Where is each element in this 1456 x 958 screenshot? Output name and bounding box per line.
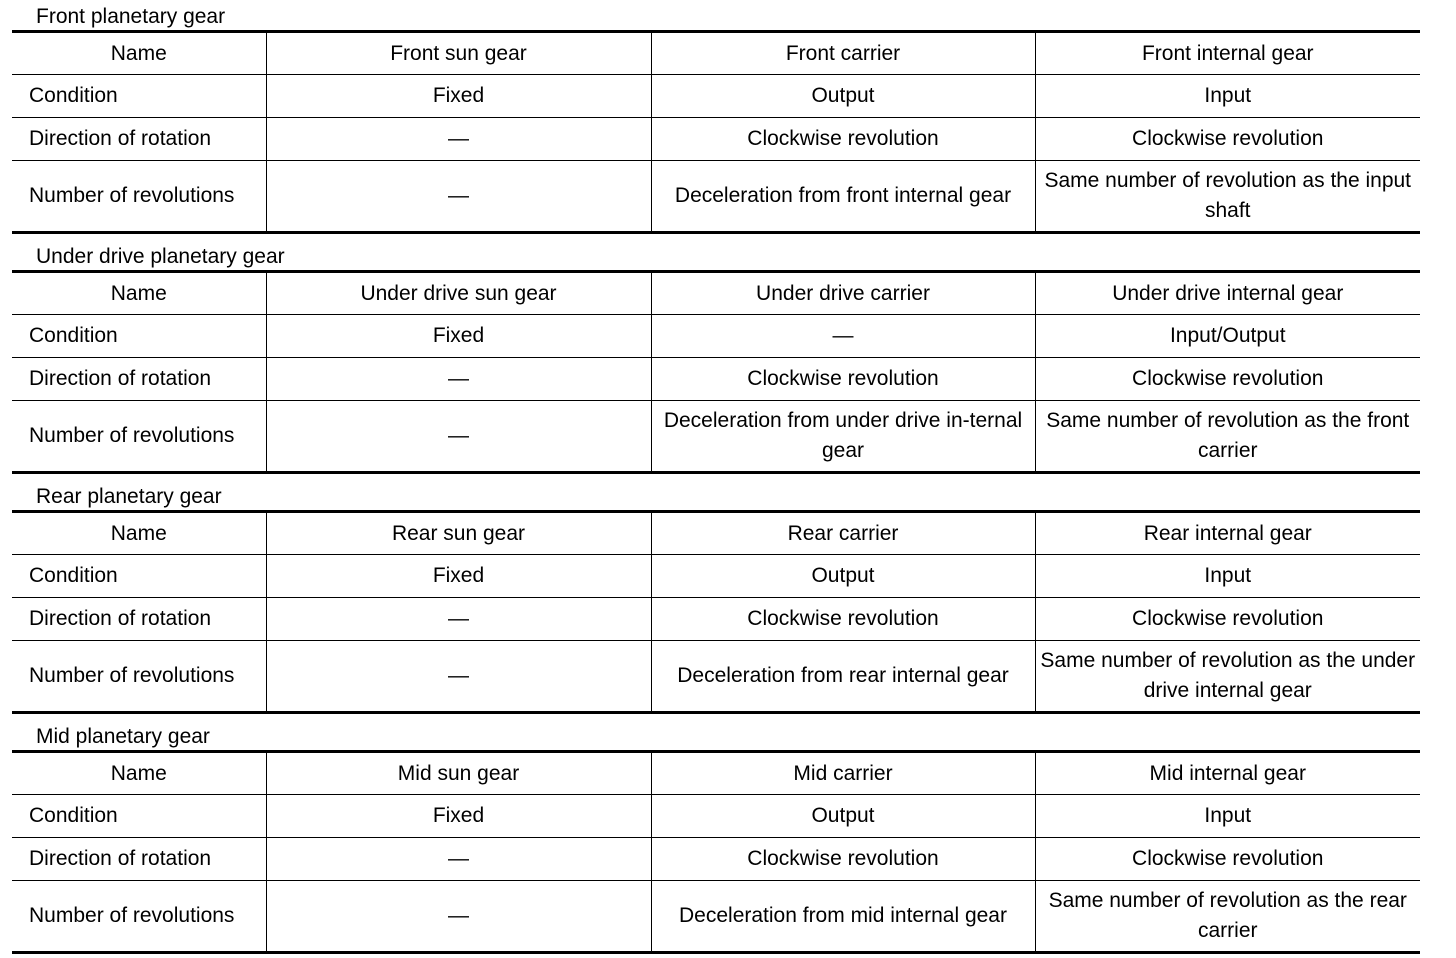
- section-title: Under drive planetary gear: [36, 245, 285, 268]
- header-cell: Under drive sun gear: [266, 272, 651, 315]
- table-cell: Deceleration from under drive in-ternal gear: [651, 401, 1035, 473]
- table-row: [12, 598, 1420, 641]
- header-cell: Name: [12, 512, 266, 555]
- header-cell: Name: [12, 32, 266, 75]
- table-row: [12, 555, 1420, 598]
- header-cell: Under drive carrier: [651, 272, 1035, 315]
- table-cell: —: [266, 118, 651, 161]
- table-cell: Output: [651, 555, 1035, 598]
- header-cell: Mid internal gear: [1035, 752, 1420, 795]
- row-label: Number of revolutions: [12, 881, 266, 953]
- table-cell: —: [266, 641, 651, 713]
- table-row: [12, 358, 1420, 401]
- table-cell: Same number of revolution as the front carrier: [1035, 401, 1420, 473]
- table-cell: Clockwise revolution: [651, 358, 1035, 401]
- table-cell: Clockwise revolution: [1035, 598, 1420, 641]
- section-title: Front planetary gear: [36, 5, 226, 28]
- header-cell: Front internal gear: [1035, 32, 1420, 75]
- table-cell: —: [266, 838, 651, 881]
- table-row: [12, 161, 1420, 233]
- table-cell: Clockwise revolution: [1035, 358, 1420, 401]
- table-cell: Fixed: [266, 795, 651, 838]
- table-cell: —: [266, 401, 651, 473]
- table-row: [12, 118, 1420, 161]
- row-label: Direction of rotation: [12, 358, 266, 401]
- header-cell: Front sun gear: [266, 32, 651, 75]
- section-title: Mid planetary gear: [36, 725, 210, 748]
- table-row: [12, 838, 1420, 881]
- table-cell: Input: [1035, 555, 1420, 598]
- table-row: [12, 401, 1420, 473]
- row-label: Number of revolutions: [12, 161, 266, 233]
- header-cell: Rear sun gear: [266, 512, 651, 555]
- table-cell: —: [266, 881, 651, 953]
- row-label: Direction of rotation: [12, 118, 266, 161]
- table-cell: Same number of revolution as the input shaft: [1035, 161, 1420, 233]
- table-header-row: [12, 272, 1420, 315]
- table-cell: Clockwise revolution: [1035, 838, 1420, 881]
- table-cell: Output: [651, 795, 1035, 838]
- table-header-row: [12, 32, 1420, 75]
- header-cell: Name: [12, 752, 266, 795]
- section-title: Rear planetary gear: [36, 485, 222, 508]
- header-cell: Under drive internal gear: [1035, 272, 1420, 315]
- table-cell: Output: [651, 75, 1035, 118]
- row-label: Condition: [12, 315, 266, 358]
- table-cell: Same number of revolution as the under drive internal gear: [1035, 641, 1420, 713]
- table-cell: Deceleration from mid internal gear: [651, 881, 1035, 953]
- table-cell: Deceleration from front internal gear: [651, 161, 1035, 233]
- table-cell: Fixed: [266, 75, 651, 118]
- table-row: [12, 795, 1420, 838]
- gear-table: [12, 750, 1420, 954]
- table-cell: Clockwise revolution: [1035, 118, 1420, 161]
- table-cell: Deceleration from rear internal gear: [651, 641, 1035, 713]
- table-row: [12, 881, 1420, 953]
- table-cell: Input: [1035, 795, 1420, 838]
- header-cell: Mid carrier: [651, 752, 1035, 795]
- header-cell: Rear carrier: [651, 512, 1035, 555]
- table-cell: —: [266, 598, 651, 641]
- row-label: Condition: [12, 555, 266, 598]
- gear-table: [12, 270, 1420, 474]
- row-label: Condition: [12, 75, 266, 118]
- table-header-row: [12, 752, 1420, 795]
- table-cell: Fixed: [266, 555, 651, 598]
- row-label: Number of revolutions: [12, 401, 266, 473]
- gear-table: [12, 510, 1420, 714]
- header-cell: Mid sun gear: [266, 752, 651, 795]
- header-cell: Front carrier: [651, 32, 1035, 75]
- table-row: [12, 75, 1420, 118]
- header-cell: Rear internal gear: [1035, 512, 1420, 555]
- header-cell: Name: [12, 272, 266, 315]
- table-cell: —: [266, 161, 651, 233]
- table-cell: Input/Output: [1035, 315, 1420, 358]
- table-row: [12, 641, 1420, 713]
- table-cell: —: [266, 358, 651, 401]
- table-cell: Same number of revolution as the rear carrier: [1035, 881, 1420, 953]
- table-header-row: [12, 512, 1420, 555]
- table-row: [12, 315, 1420, 358]
- table-cell: —: [651, 315, 1035, 358]
- row-label: Condition: [12, 795, 266, 838]
- row-label: Direction of rotation: [12, 838, 266, 881]
- row-label: Number of revolutions: [12, 641, 266, 713]
- table-cell: Clockwise revolution: [651, 118, 1035, 161]
- table-cell: Clockwise revolution: [651, 598, 1035, 641]
- gear-table: [12, 30, 1420, 234]
- table-cell: Clockwise revolution: [651, 838, 1035, 881]
- row-label: Direction of rotation: [12, 598, 266, 641]
- table-cell: Fixed: [266, 315, 651, 358]
- table-cell: Input: [1035, 75, 1420, 118]
